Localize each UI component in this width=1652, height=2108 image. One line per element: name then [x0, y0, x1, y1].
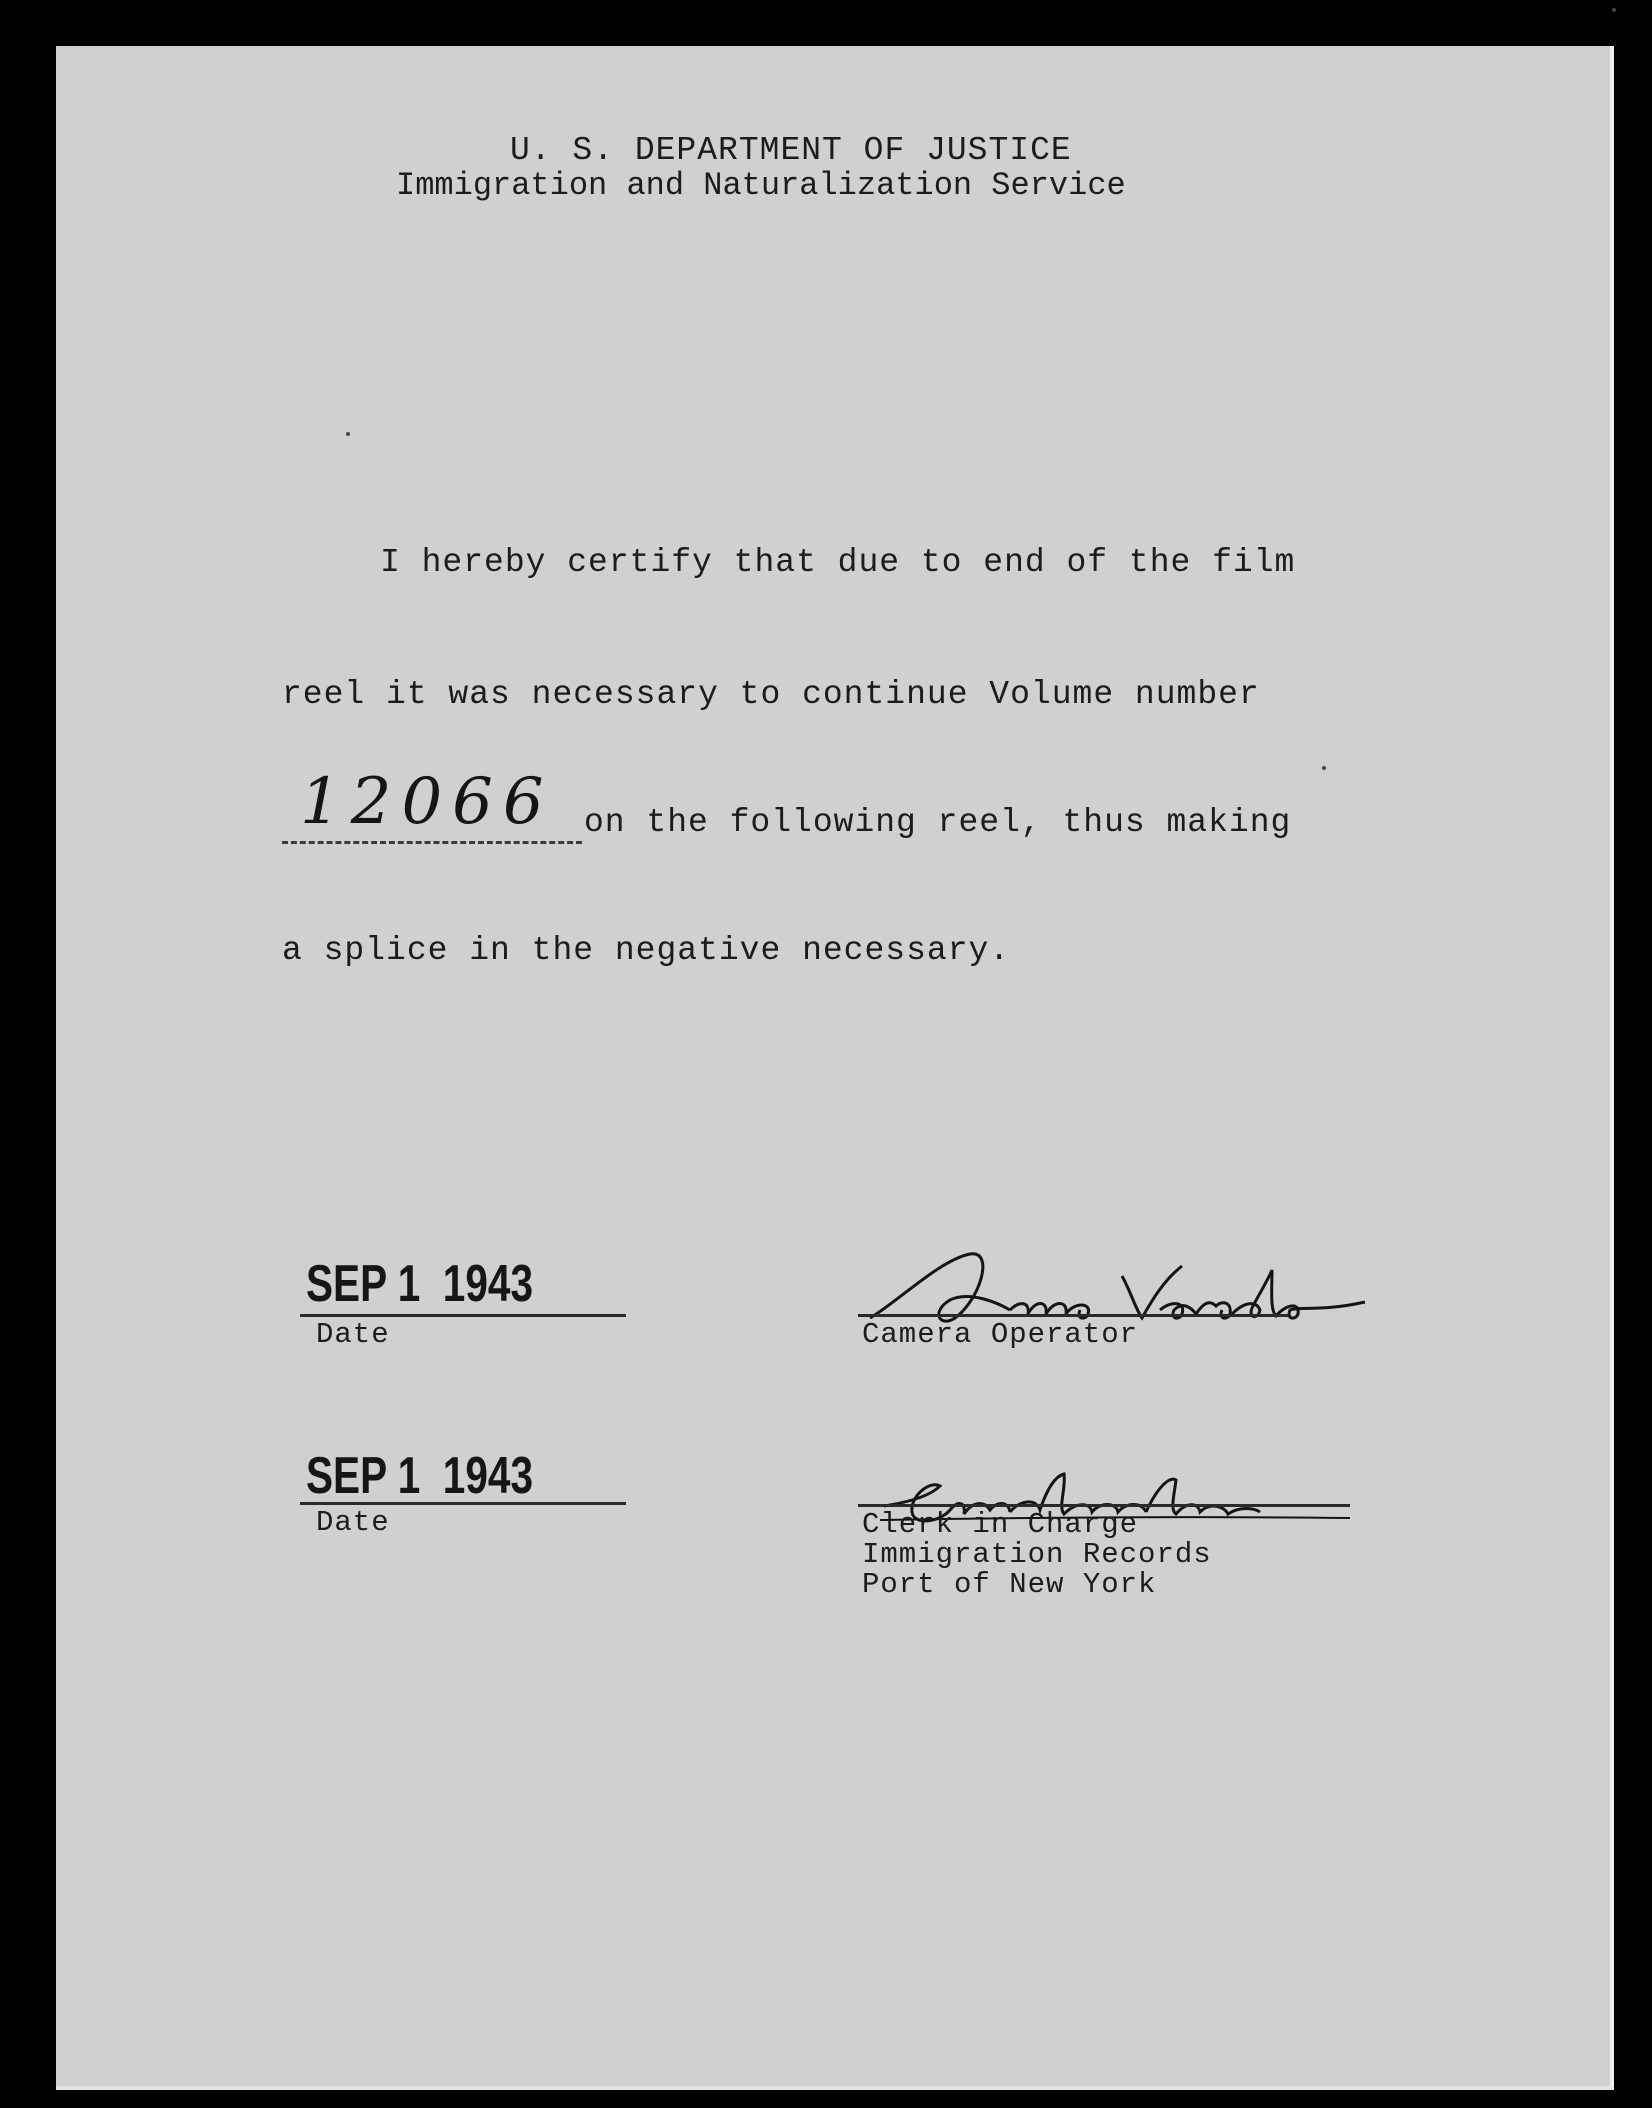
document-sheet — [56, 46, 1614, 2090]
scan-speck — [1322, 766, 1326, 770]
camera-operator-rule — [858, 1314, 1288, 1317]
scan-speck — [1612, 8, 1616, 12]
date-1-rule — [300, 1314, 626, 1317]
certificate-line-1: I hereby certify that due to end of the film — [380, 544, 1296, 581]
service-heading: Immigration and Naturalization Service — [396, 167, 1126, 204]
date-1-label: Date — [316, 1318, 390, 1351]
clerk-rule — [858, 1504, 1350, 1507]
scan-speck — [346, 432, 350, 436]
certificate-line-2: reel it was necessary to continue Volume number — [282, 676, 1260, 713]
clerk-title-line-1: Clerk in Charge — [862, 1508, 1139, 1541]
date-2-rule — [300, 1502, 626, 1505]
agency-heading: U. S. DEPARTMENT OF JUSTICE — [510, 132, 1072, 169]
volume-number-handwritten: 12066 — [300, 765, 554, 839]
volume-number-blank-line — [282, 841, 582, 844]
clerk-title-line-3: Port of New York — [862, 1568, 1157, 1601]
date-2-label: Date — [316, 1506, 390, 1539]
camera-operator-label: Camera Operator — [862, 1318, 1139, 1351]
date-stamp-2: SEP 1 1943 — [306, 1447, 534, 1505]
clerk-title-line-2: Immigration Records — [862, 1538, 1212, 1571]
certificate-line-3: on the following reel, thus making — [584, 804, 1292, 841]
date-stamp-1: SEP 1 1943 — [306, 1255, 534, 1313]
certificate-line-4: a splice in the negative necessary. — [282, 932, 1011, 969]
